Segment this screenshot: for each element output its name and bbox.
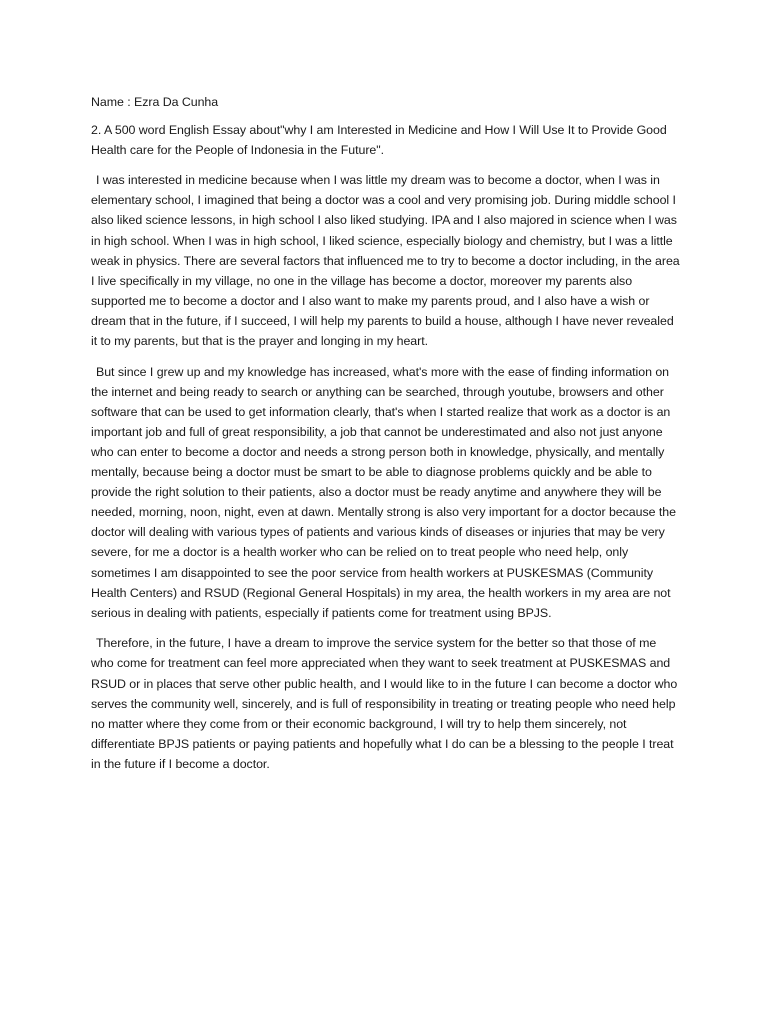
student-name-line: Name : Ezra Da Cunha: [91, 95, 219, 109]
assignment-prompt: 2. A 500 word English Essay about"why I am Interested in Medicine and How I Will Use It to Provide Good Health care for the People of Indonesia in the Future".: [91, 123, 667, 158]
essay-paragraph-3: Therefore, in the future, I have a dream to improve the service system for the better so that those of me who come for treatment can feel more appreciated when they want to seek treatment at PUSKESMAS and RSUD or in places that serve other public health, and I would like to in the future I can become a doctor who serves the community well, sincerely, and is full of responsibility in treating or treating people who need help no matter where they come from or their economic background, I will try to help them sincerely, not differentiate BPJS patients or paying patients and hopefully what I do can be a blessing to the people I treat in the future if I become a doctor.: [91, 636, 678, 771]
essay-paragraph-1: I was interested in medicine because when I was little my dream was to become a doctor, when I was in elementary school, I imagined that being a doctor was a cool and very promising job. During middle school I also liked science lessons, in high school I also liked studying. IPA and I also majored in science when I was in high school. When I was in high school, I liked science, especially biology and chemistry, but I was a little weak in physics. There are several factors that influenced me to try to become a doctor including, in the area I live specifically in my village, no one in the village has become a doctor, moreover my parents also supported me to become a doctor and I also want to make my parents proud, and I also have a wish or dream that in the future, if I succeed, I will help my parents to build a house, although I have never revealed it to my parents, but that is the prayer and longing in my heart.: [91, 173, 680, 349]
document-body: [91, 92, 681, 785]
essay-paragraph-2: But since I grew up and my knowledge has increased, what's more with the ease of finding information on the internet and being ready to search or anything can be searched, through youtube, browsers and other software that can be used to get information clearly, that's when I started realize that work as a doctor is an important job and full of great responsibility, a job that cannot be underestimated and also not just anyone who can enter to become a doctor and needs a strong person both in knowledge, physically, and mentally mentally, because being a doctor must be smart to be able to diagnose problems quickly and be able to provide the right solution to their patients, also a doctor must be ready anytime and anywhere they will be needed, morning, noon, night, even at dawn. Mentally strong is also very important for a doctor because the doctor will dealing with various types of patients and various kinds of diseases or injuries that may be very severe, for me a doctor is a health worker who can be relied on to treat people who need help, only sometimes I am disappointed to see the poor service from health workers at PUSKESMAS (Community Health Centers) and RSUD (Regional General Hospitals) in my area, the health workers in my area are not serious in dealing with patients, especially if patients come for treatment using BPJS.: [91, 364, 676, 620]
